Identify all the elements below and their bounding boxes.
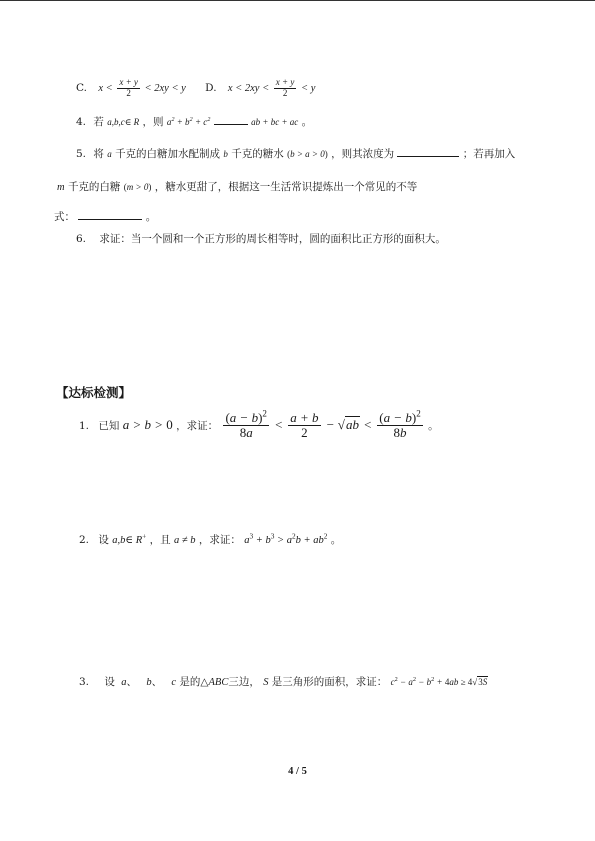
test-question-1 bbox=[79, 408, 439, 441]
question-5-line-1 bbox=[76, 146, 515, 161]
question-5-text-c: 千克的糖水 bbox=[231, 148, 284, 160]
test-3-text-b: 是的△ bbox=[179, 676, 209, 688]
question-4-middle: ，则 bbox=[142, 116, 164, 128]
top-rule bbox=[0, 0, 595, 1]
test-1-text-a: 已知 bbox=[98, 419, 120, 432]
test-1-number: 1. bbox=[79, 419, 90, 432]
test-1-condition: a > b > 0 bbox=[122, 416, 173, 432]
test-2-number: 2. bbox=[79, 534, 90, 546]
question-5-concentration-blank[interactable] bbox=[397, 146, 459, 157]
question-5-condition: (b > a > 0) bbox=[287, 149, 328, 159]
option-c-formula: x < $\frac{x + y}{2}$ < 2xy < y bbox=[98, 77, 186, 98]
test-2-inequality: $a^3 + b^3 > a^2b + ab^2$ bbox=[244, 531, 328, 546]
question-4 bbox=[76, 114, 312, 129]
question-5-text-b: 千克的白糖加水配制成 bbox=[115, 148, 221, 160]
var-b: b bbox=[223, 149, 228, 159]
question-4-condition: a,b,c∈ R bbox=[107, 117, 140, 127]
question-4-answer-blank[interactable] bbox=[214, 114, 248, 125]
question-5-text-f: 千克的白糖 bbox=[67, 181, 121, 193]
test-3-sep-1: 、 bbox=[126, 676, 137, 688]
question-6-text: 求证：当一个圆和一个正方形的周长相等时，圆的面积比正方形的面积大。 bbox=[99, 233, 446, 245]
question-5-number: 5. bbox=[76, 148, 87, 160]
question-5-line-2 bbox=[57, 179, 417, 194]
test-3-sep-2: 、 bbox=[151, 676, 163, 688]
test-3-number: 3. bbox=[79, 676, 90, 688]
page-number: 4 / 5 bbox=[288, 766, 307, 777]
var-a-side: a bbox=[121, 677, 127, 688]
test-2-end: 。 bbox=[330, 534, 342, 546]
question-5-line-3 bbox=[54, 209, 156, 224]
test-1-end: 。 bbox=[428, 419, 439, 432]
var-a: a bbox=[107, 149, 112, 159]
option-d-formula: x < 2xy < $\frac{x + y}{2}$ < y bbox=[227, 77, 316, 98]
question-5-text-i: 。 bbox=[145, 211, 157, 223]
test-1-inequality: $\frac{(a - b)^2}{8a}$ < $\frac{a + b}{2}$ − √ab < $\frac{(a - b)^2}{8b}$ bbox=[225, 408, 421, 441]
question-4-number: 4. bbox=[76, 116, 87, 128]
question-5-text-h: 式： bbox=[54, 211, 75, 223]
question-5-text-g: ，糖水更甜了，根据这一生活常识提炼出一个常见的不等 bbox=[154, 181, 418, 193]
test-question-3 bbox=[79, 674, 488, 689]
question-4-prefix: 若 bbox=[93, 116, 104, 128]
test-2-text-a: 设 bbox=[98, 534, 109, 546]
var-m: m bbox=[57, 182, 65, 193]
question-5-m-condition: (m > 0) bbox=[123, 182, 152, 192]
test-3-inequality: $c^2 - a^2 - b^2 + 4ab \ge 4√3S$ bbox=[390, 676, 488, 687]
test-2-text-c: ，求证： bbox=[198, 534, 241, 546]
var-c-side: c bbox=[171, 677, 177, 688]
question-5-text-d: ，则其浓度为 bbox=[331, 148, 395, 160]
triangle-abc: ABC bbox=[208, 677, 229, 688]
question-6-number: 6. bbox=[76, 233, 87, 245]
question-3-options bbox=[76, 78, 315, 99]
var-b-side: b bbox=[146, 677, 152, 688]
option-d-label: D. bbox=[205, 81, 217, 94]
question-5-text-e: ；若再加入 bbox=[462, 148, 516, 160]
test-2-text-b: ，且 bbox=[149, 534, 171, 546]
var-s: S bbox=[263, 677, 269, 688]
question-4-lhs: $a^2 + b^2 + c^2$ bbox=[166, 116, 211, 127]
question-4-end: 。 bbox=[301, 116, 313, 128]
section-heading: 【达标检测】 bbox=[56, 385, 132, 400]
question-5-inequality-blank[interactable] bbox=[78, 209, 142, 220]
test-question-2 bbox=[79, 532, 341, 547]
test-2-condition: a ≠ b bbox=[174, 535, 196, 546]
question-5-text-a: 将 bbox=[93, 148, 104, 160]
test-3-text-a: 设 bbox=[104, 676, 115, 688]
question-4-rhs: ab + bc + ac bbox=[251, 117, 299, 127]
question-6 bbox=[76, 231, 446, 246]
option-c-label: C. bbox=[76, 81, 87, 94]
test-3-text-c: 三边， bbox=[228, 676, 260, 688]
test-3-text-d: 是三角形的面积，求证： bbox=[271, 676, 388, 688]
test-2-domain: a,b∈ R+ bbox=[112, 531, 147, 546]
test-1-text-b: ，求证： bbox=[176, 419, 219, 432]
